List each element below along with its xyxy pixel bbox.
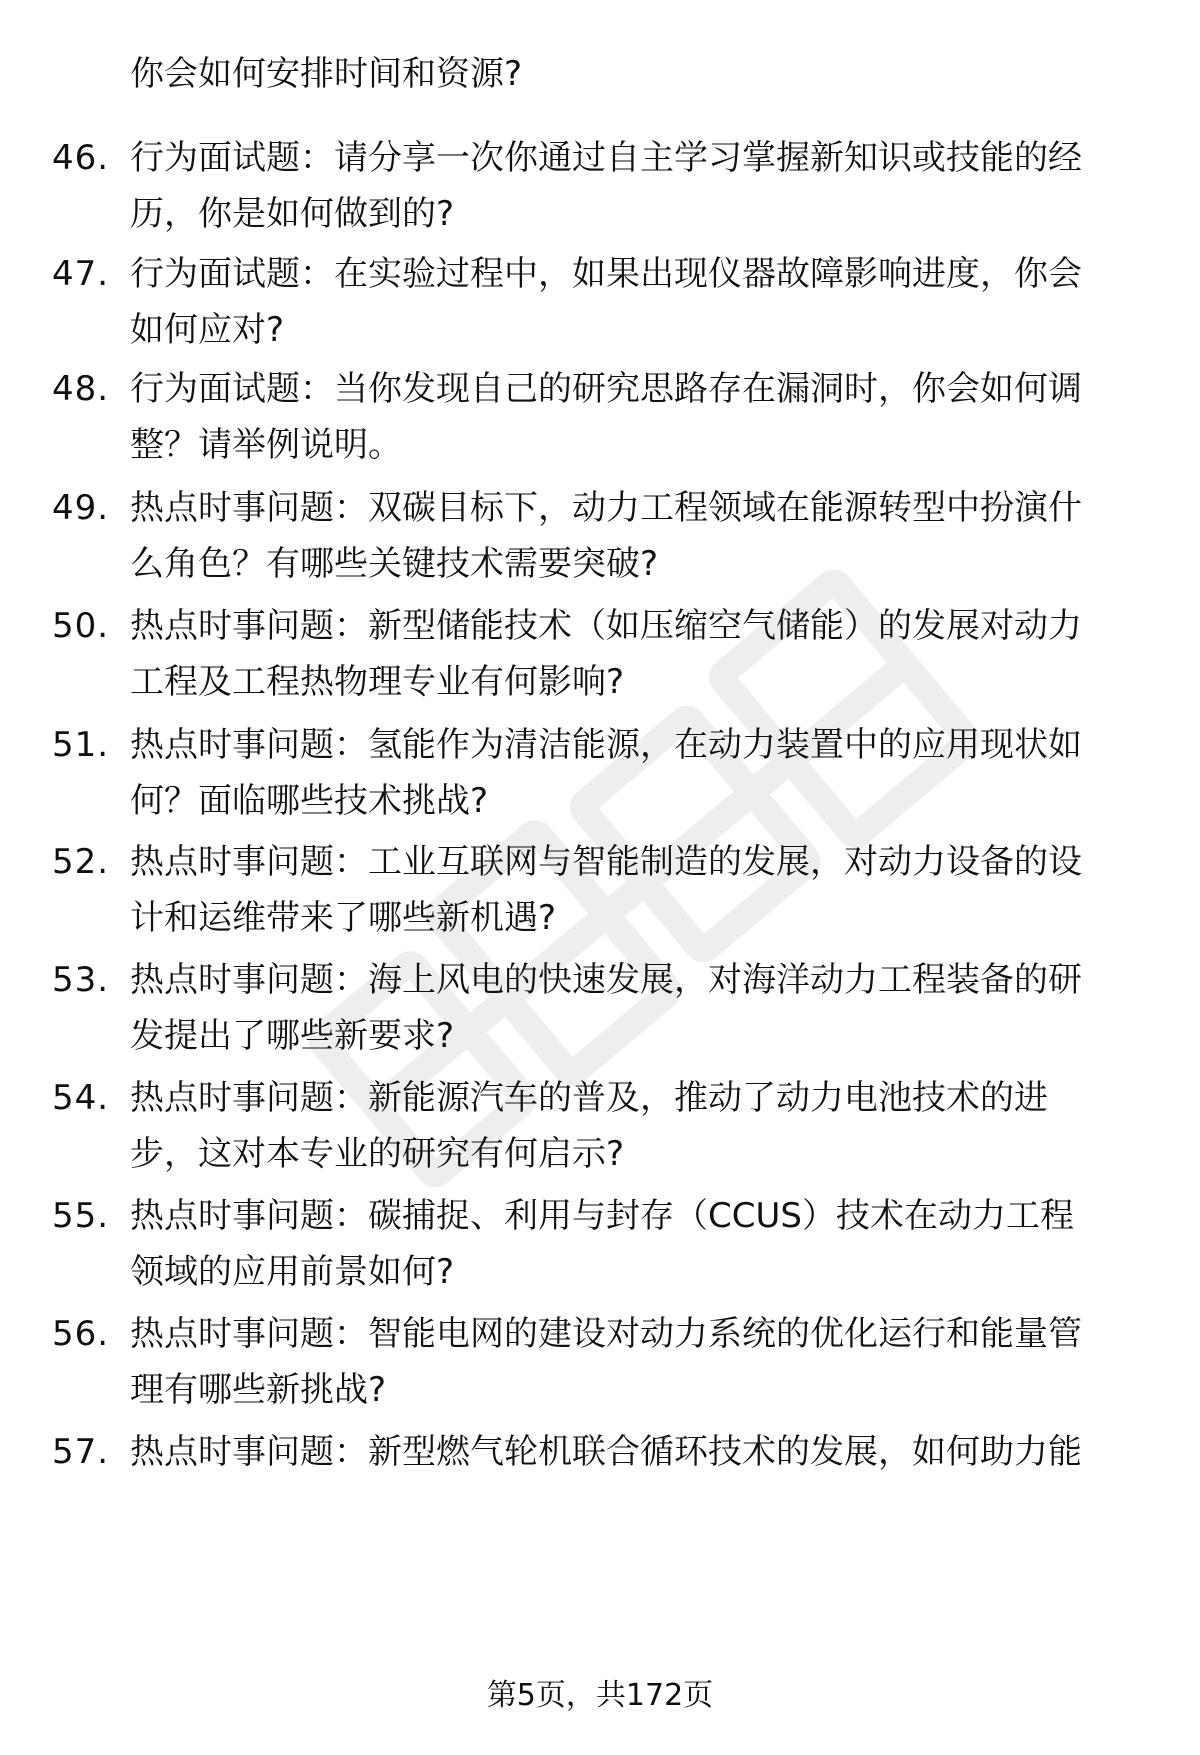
question-line: 何？面临哪些技术挑战? <box>130 781 489 821</box>
question-line: 理有哪些新挑战? <box>130 1370 387 1410</box>
question-line: 热点时事问题：氢能作为清洁能源，在动力装置中的应用现状如 <box>130 725 1082 765</box>
question-number: 52. <box>52 842 110 882</box>
question-line: 行为面试题：在实验过程中，如果出现仪器故障影响进度，你会 <box>130 254 1082 294</box>
question-line: 发提出了哪些新要求? <box>130 1016 455 1056</box>
question-line: 热点时事问题：碳捕捉、利用与封存（CCUS）技术在动力工程 <box>130 1196 1074 1236</box>
page-number-footer: 第5页，共172页 <box>486 1678 714 1713</box>
question-number: 54. <box>52 1078 110 1118</box>
question-line: 热点时事问题：海上风电的快速发展，对海洋动力工程装备的研 <box>130 960 1082 1000</box>
question-number: 56. <box>52 1314 110 1354</box>
question-number: 51. <box>52 725 110 765</box>
question-line: 么角色？有哪些关键技术需要突破? <box>130 544 659 584</box>
question-line: 领域的应用前景如何? <box>130 1252 455 1292</box>
question-line: 热点时事问题：新型储能技术（如压缩空气储能）的发展对动力 <box>130 606 1082 646</box>
question-line: 热点时事问题：新能源汽车的普及，推动了动力电池技术的进 <box>130 1078 1048 1118</box>
question-line: 如何应对? <box>130 310 285 350</box>
question-line: 热点时事问题：工业互联网与智能制造的发展，对动力设备的设 <box>130 842 1082 882</box>
question-line: 历，你是如何做到的? <box>130 194 455 234</box>
question-line: 热点时事问题：智能电网的建设对动力系统的优化运行和能量管 <box>130 1314 1082 1354</box>
question-line: 行为面试题：请分享一次你通过自主学习掌握新知识或技能的经 <box>130 138 1082 178</box>
question-number: 57. <box>52 1432 110 1472</box>
question-number: 55. <box>52 1196 110 1236</box>
question-line: 热点时事问题：双碳目标下，动力工程领域在能源转型中扮演什 <box>130 488 1082 528</box>
question-number: 49. <box>52 488 110 528</box>
question-line: 工程及工程热物理专业有何影响? <box>130 662 625 702</box>
previous-question-continuation: 你会如何安排时间和资源? <box>130 54 523 94</box>
question-line: 行为面试题：当你发现自己的研究思路存在漏洞时，你会如何调 <box>130 369 1082 409</box>
question-number: 50. <box>52 606 110 646</box>
question-number: 53. <box>52 960 110 1000</box>
question-number: 46. <box>52 138 110 178</box>
question-line: 整？请举例说明。 <box>130 425 402 465</box>
question-number: 48. <box>52 369 110 409</box>
question-number: 47. <box>52 254 110 294</box>
question-line: 步，这对本专业的研究有何启示? <box>130 1134 625 1174</box>
question-line: 计和运维带来了哪些新机遇? <box>130 898 557 938</box>
question-line: 热点时事问题：新型燃气轮机联合循环技术的发展，如何助力能 <box>130 1432 1082 1472</box>
